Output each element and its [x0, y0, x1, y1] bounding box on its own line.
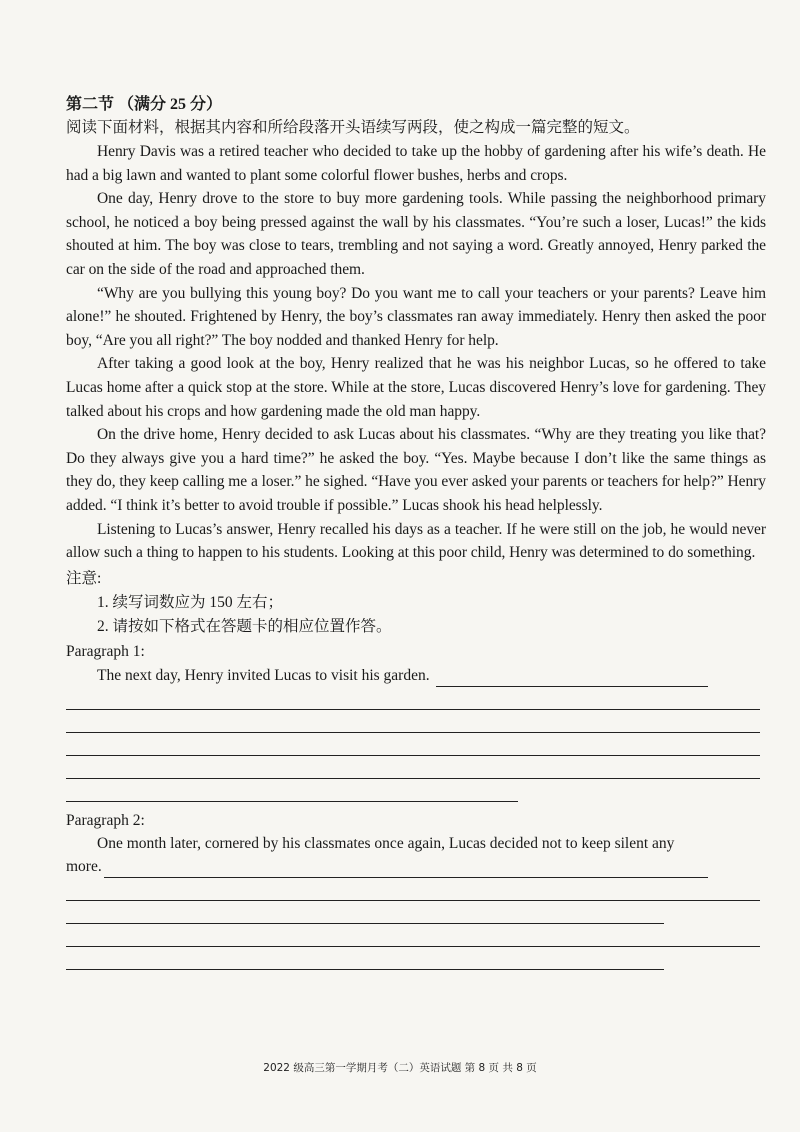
- story-paragraph-1: Henry Davis was a retired teacher who decided to take up the hobby of gardening after his wife’s death. He had a big lawn and wanted to plant some colorful flower bushes, herbs and crops.: [66, 143, 766, 184]
- story-paragraph-2: One day, Henry drove to the store to buy more gardening tools. While passing the neighborhood primary school, he noticed a boy being pressed against the wall by his classmates. “You’re such a loser, Lucas!” the kids shouted at him. The boy was close to tears, trembling and not saying a word. Greatly annoyed, Henry parked the car on the side of the road and approached them.: [66, 190, 766, 278]
- note-item-1: 1. 续写词数应为 150 左右；: [97, 593, 284, 611]
- paragraph-1-starter-line: [66, 665, 766, 687]
- paragraph-2-answer-line[interactable]: [66, 947, 664, 970]
- page-footer: 2022 级高三第一学期月考（二）英语试题 第 8 页 共 8 页: [263, 1062, 537, 1074]
- section-instruction: 阅读下面材料，根据其内容和所给段落开头语续写两段，使之构成一篇完整的短文。: [66, 119, 640, 136]
- paragraph-1-answer-blank[interactable]: [436, 672, 708, 687]
- paragraph-2-answer-blank[interactable]: [104, 863, 708, 878]
- paragraph-2-starter: One month later, cornered by his classmates once again, Lucas decided not to keep silent any: [97, 834, 675, 852]
- story-paragraph-3: “Why are you bullying this young boy? Do you want me to call your teachers or your parents? Leave him alone!” he shouted. Frightened by Henry, the boy’s classmates ran away immediately. Henry then asked the poor boy, “Are you all right?” The boy nodded and thanked Henry for help.: [66, 284, 766, 349]
- paragraph-1-label: Paragraph 1:: [66, 642, 145, 660]
- notes-title: 注意:: [66, 569, 102, 587]
- paragraph-1-answer-line[interactable]: [66, 733, 760, 756]
- paragraph-1-answer-line[interactable]: [66, 756, 760, 779]
- page-content: [66, 94, 766, 970]
- story-paragraph-4: After taking a good look at the boy, Henry realized that he was his neighbor Lucas, so he offered to take Lucas home after a quick stop at the store. While at the store, Lucas discovered Henry’s love for gardening. They talked about his crops and how gardening made the old man happy.: [66, 355, 766, 420]
- paragraph-2-answer-line[interactable]: [66, 924, 760, 947]
- paragraph-2-block: [66, 810, 766, 970]
- paragraph-2-answer-line[interactable]: [66, 878, 760, 901]
- paragraph-1-answer-line[interactable]: [66, 779, 518, 802]
- paragraph-2-label: Paragraph 2:: [66, 811, 145, 829]
- note-item-2: 2. 请按如下格式在答题卡的相应位置作答。: [97, 617, 392, 635]
- paragraph-1-answer-line[interactable]: [66, 687, 760, 710]
- paragraph-2-answer-line[interactable]: [66, 901, 664, 924]
- story-paragraph-5: On the drive home, Henry decided to ask Lucas about his classmates. “Why are they treating you like that? Do they always give you a hard time?” he asked the boy. “Yes. Maybe because I don’t like the same things as they do, they keep calling me a loser.” he sighed. “Have you ever asked your parents or teachers for help?” Henry added. “I think it’s better to avoid trouble if possible.” Lucas shook his head helplessly.: [66, 426, 766, 514]
- section-title: 第二节 （满分 25 分）: [66, 96, 223, 113]
- paragraph-1-answer-line[interactable]: [66, 710, 760, 733]
- paragraph-1-starter: The next day, Henry invited Lucas to visit his garden.: [97, 666, 430, 684]
- story-paragraph-6: Listening to Lucas’s answer, Henry recalled his days as a teacher. If he were still on the job, he would never allow such a thing to happen to his students. Looking at this poor child, Henry was determined to do something.: [66, 520, 766, 562]
- story-text: [66, 140, 766, 565]
- paragraph-2-starter-end-line: [66, 856, 766, 878]
- paragraph-2-starter-end: more.: [66, 857, 102, 875]
- paragraph-1-block: [66, 641, 766, 802]
